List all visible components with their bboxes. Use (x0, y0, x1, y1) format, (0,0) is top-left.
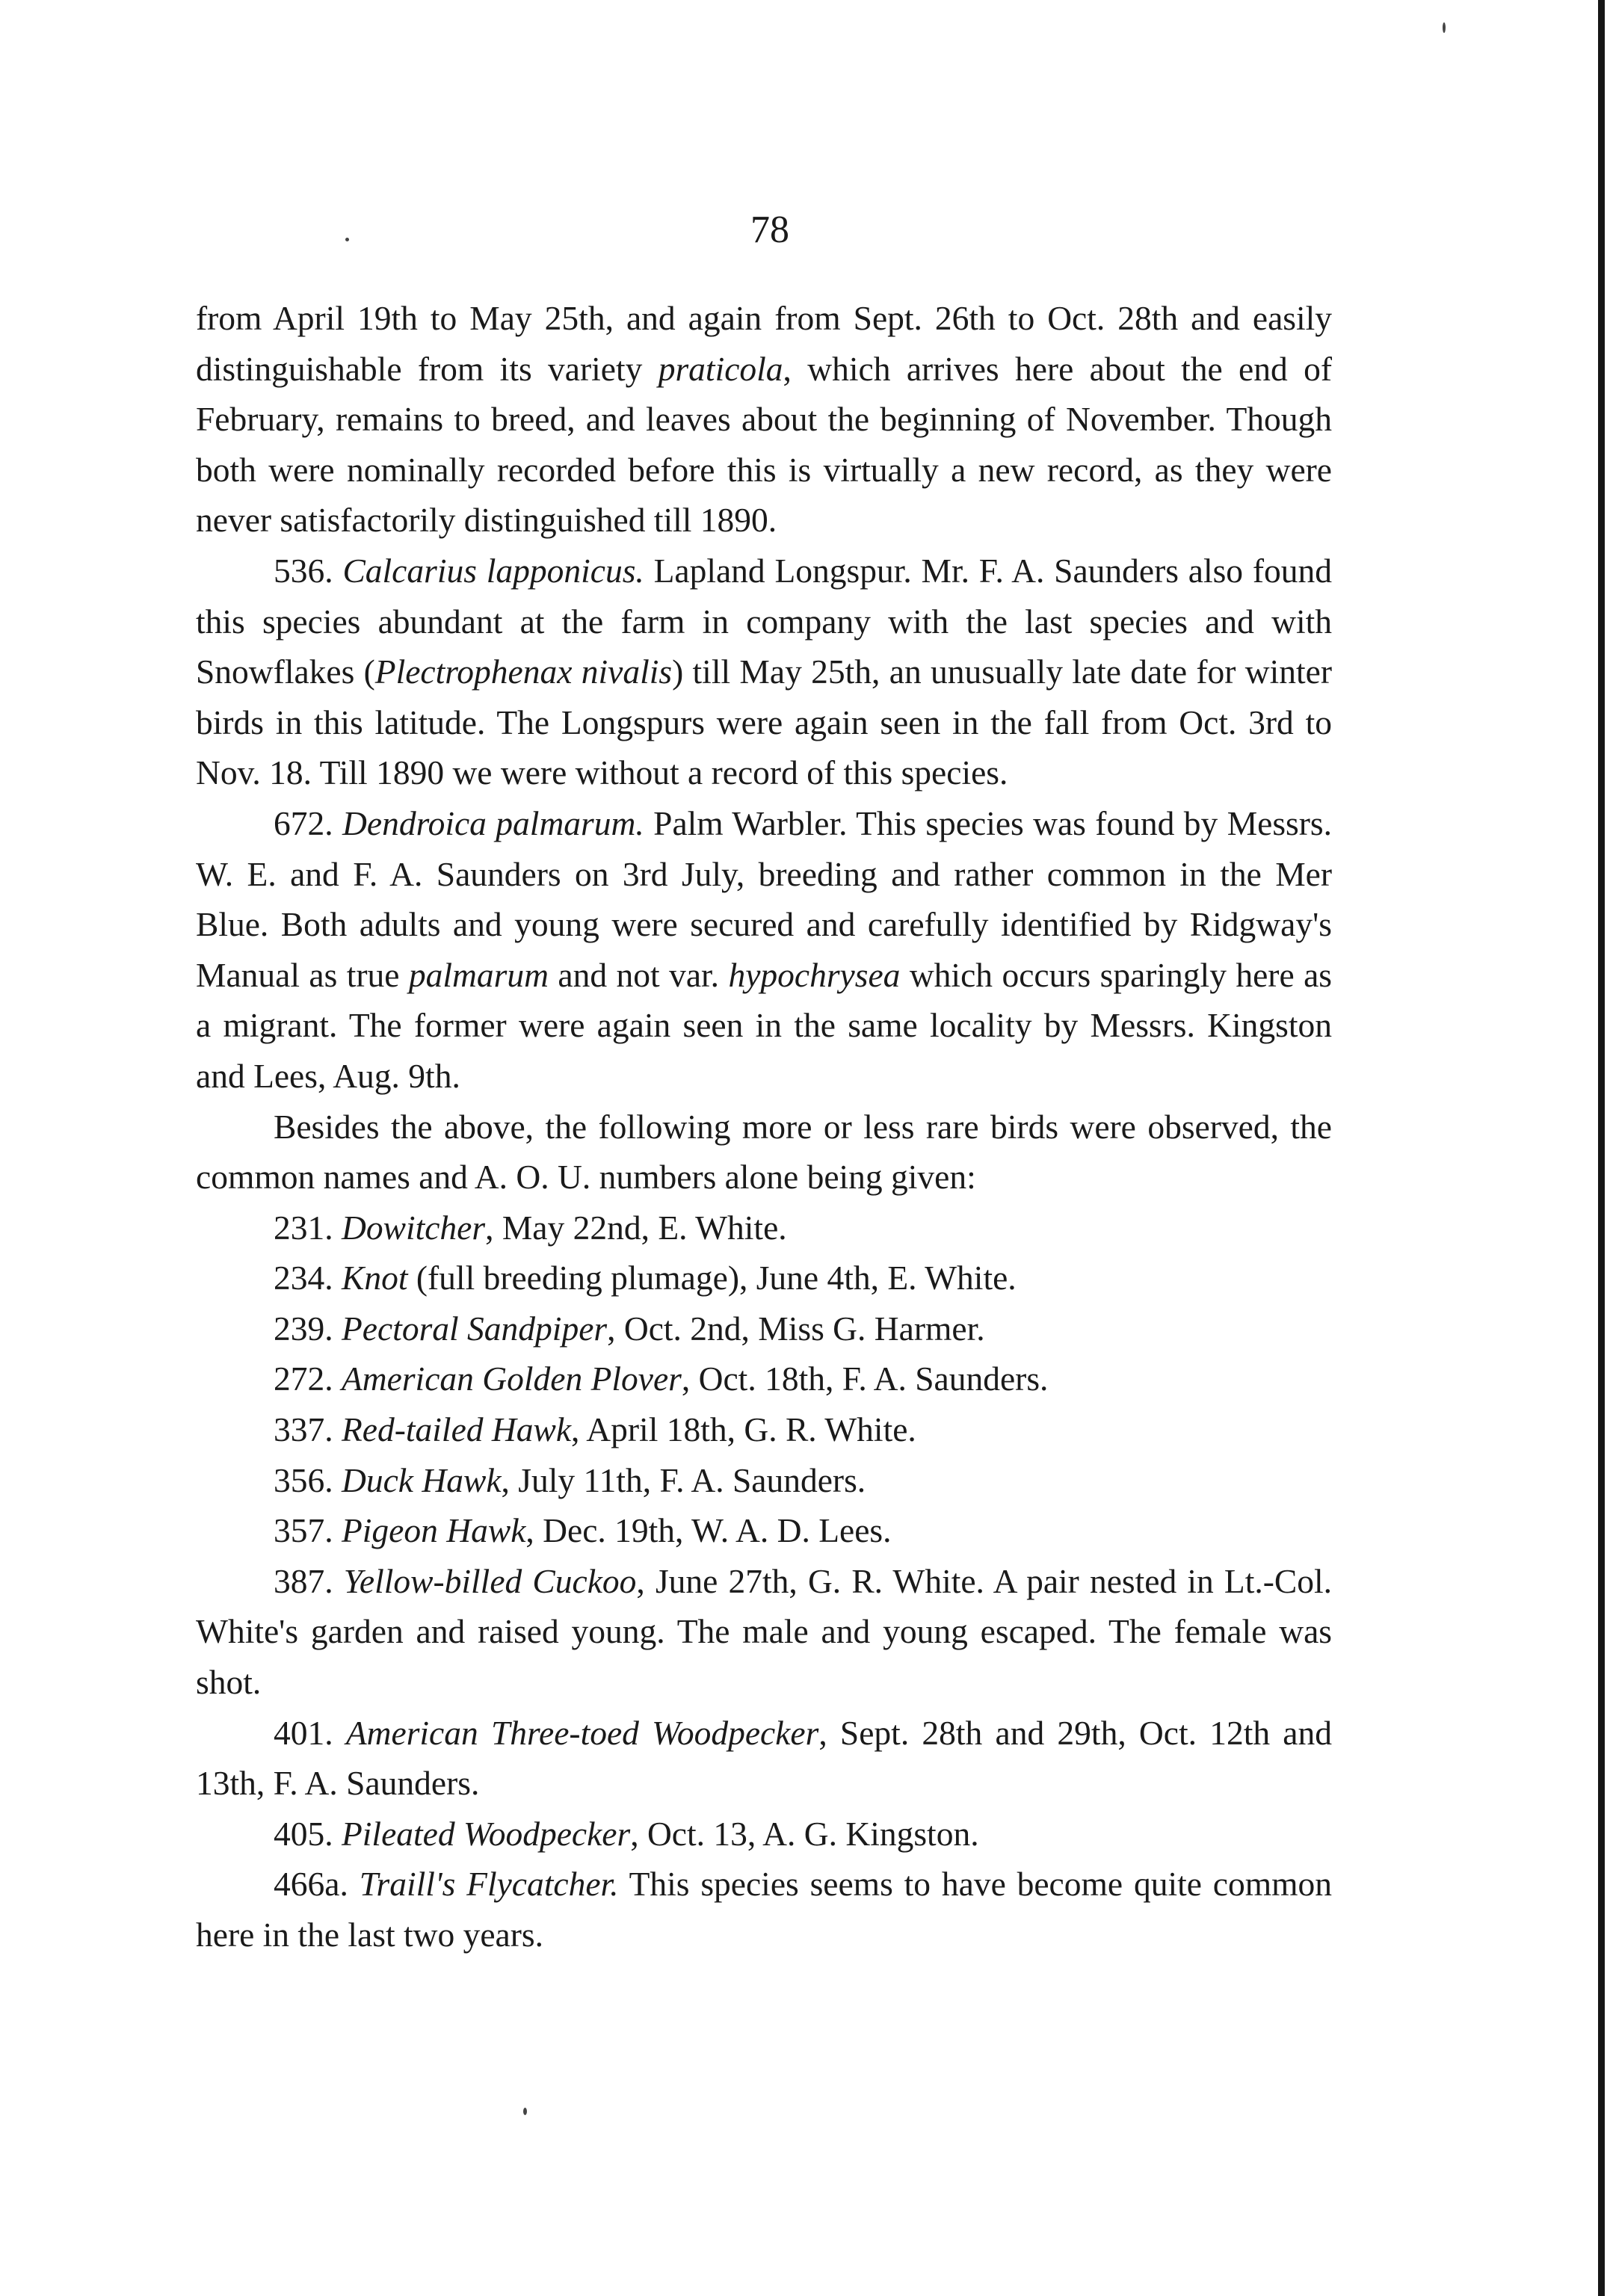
text-run: 356. (274, 1460, 342, 1499)
text-run: 337. (274, 1410, 342, 1449)
italic-text: hypochrysea (728, 955, 901, 994)
paragraph (196, 1708, 1332, 1809)
list-entry (196, 1505, 1332, 1556)
text-run: 239. (274, 1309, 342, 1348)
text-run: and not var. (548, 955, 729, 994)
text-run: This species seems to have become quite common here in the last two years. (196, 1865, 1333, 1954)
text-run: , Sept. 28th and 29th, Oct. 12th and 13th, F. A. Saunders. (196, 1713, 1333, 1803)
text-run: , Oct. 18th, F. A. Saunders. (681, 1360, 1049, 1398)
italic-text: Calcarius lapponicus. (342, 551, 644, 590)
text-run: , May 22nd, E. White. (485, 1208, 787, 1247)
text-run: 536. (274, 551, 343, 590)
text-run: which occurs sparingly here as a migrant. The former were again seen in the same locality by Messrs. Kingston and Lees, Aug. 9th. (196, 955, 1332, 1095)
text-run: , Oct. 2nd, Miss G. Harmer. (607, 1309, 985, 1348)
text-run: 401. (274, 1713, 346, 1752)
paragraph (196, 1556, 1332, 1708)
text-run: 405. (274, 1814, 342, 1853)
list-entry (196, 1404, 1332, 1455)
margin-speck (523, 2108, 527, 2115)
text-run: 387. (274, 1561, 344, 1600)
list-entry (196, 1809, 1332, 1860)
text-run: Lapland Longspur. Mr. F. A. Saunders also found this species abundant at the farm in company with the last species and with Snowflakes ( (196, 551, 1333, 691)
text-run: (full breeding plumage), June 4th, E. White. (407, 1259, 1017, 1297)
text-run: 234. (274, 1259, 342, 1297)
text-run: ) till May 25th, an unusually late date for winter birds in this latitude. The Longspurs were again seen in the fall from Oct. 3rd to Nov. 18. Till 1890 we were without a record of this species. (196, 652, 1332, 792)
italic-text: Yellow-billed Cuckoo (343, 1561, 637, 1600)
text-run: , which arrives here about the end of February, remains to breed, and leaves about the beginning of November. Though both were nominally recorded before this is virtually a new record, as they were never satisfactorily distinguished till 1890. (196, 349, 1332, 540)
margin-speck (1443, 22, 1446, 33)
italic-text: Red-tailed Hawk (342, 1410, 572, 1449)
list-entry (196, 1253, 1332, 1303)
text-run: 357. (274, 1511, 342, 1550)
italic-text: Traill's Flycatcher. (359, 1865, 619, 1904)
text-run: 672. (274, 803, 343, 842)
italic-text: Dowitcher (342, 1208, 486, 1247)
italic-text: American Golden Plover (342, 1360, 682, 1398)
paragraph (196, 293, 1332, 546)
text-run: 466a. (274, 1865, 360, 1904)
italic-text: palmarum (408, 955, 549, 994)
paragraph (196, 798, 1332, 1102)
list-entry (196, 1203, 1332, 1253)
page-number: 78 (750, 209, 789, 251)
italic-text: Pileated Woodpecker (342, 1814, 631, 1853)
text-run: 272. (274, 1360, 342, 1398)
list-entry (196, 1455, 1332, 1506)
italic-text: Pigeon Hawk (342, 1511, 526, 1550)
italic-text: Dendroica palmarum. (342, 803, 644, 842)
list-entry (196, 1303, 1332, 1354)
italic-text: Knot (342, 1259, 408, 1297)
list-entry (196, 1354, 1332, 1404)
margin-speck (345, 238, 349, 241)
text-run: , Oct. 13, A. G. Kingston. (630, 1814, 979, 1853)
italic-text: Pectoral Sandpiper (342, 1309, 608, 1348)
paragraph (196, 1859, 1332, 1960)
text-run: 231. (274, 1208, 342, 1247)
text-run: , June 27th, G. R. White. A pair nested in Lt.-Col. White's garden and raised young. The male and young escaped. The female was shot. (196, 1561, 1333, 1702)
text-run: Palm Warbler. This species was found by Messrs. W. E. and F. A. Saunders on 3rd July, breeding and rather common in the Mer Blue. Both adults and young were secured and carefully identified by Ridgway's Manual as true (196, 803, 1332, 994)
paragraph (196, 1102, 1332, 1203)
text-run: Besides the above, the following more or less rare birds were observed, the common names and A. O. U. numbers alone being given: (196, 1107, 1332, 1197)
text-run: , Dec. 19th, W. A. D. Lees. (525, 1511, 892, 1550)
italic-text: Plectrophenax nivalis (374, 652, 673, 691)
body-text (196, 293, 1332, 1960)
page-binding-edge (1598, 0, 1605, 2296)
text-run: , July 11th, F. A. Saunders. (501, 1460, 866, 1499)
italic-text: praticola (658, 349, 783, 388)
text-run: from April 19th to May 25th, and again from Sept. 26th to Oct. 28th and easily distinguishable from its variety (196, 299, 1332, 388)
italic-text: Duck Hawk (342, 1460, 502, 1499)
italic-text: American Three-toed Woodpecker (345, 1713, 819, 1752)
paragraph (196, 546, 1332, 798)
text-run: , April 18th, G. R. White. (571, 1410, 916, 1449)
